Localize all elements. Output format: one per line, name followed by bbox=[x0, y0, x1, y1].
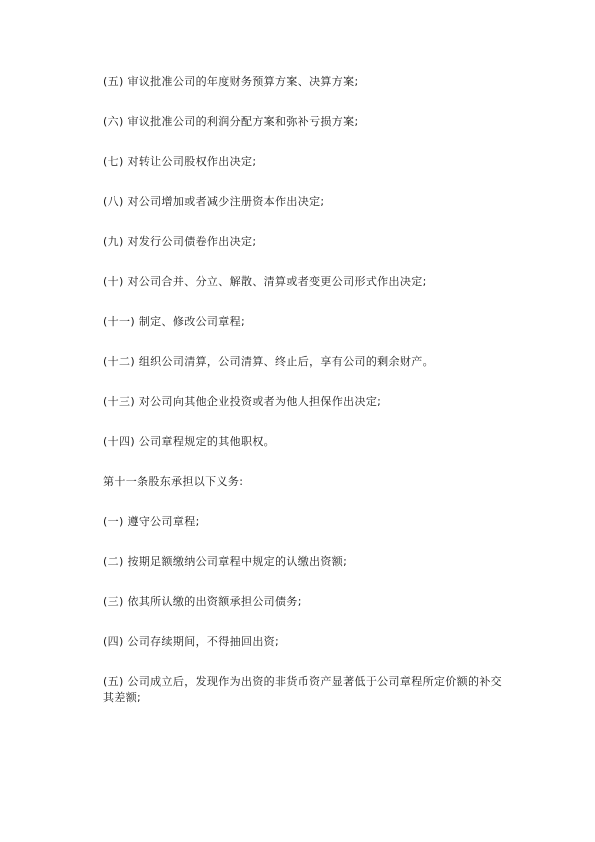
paragraph-duty-8: (八) 对公司增加或者减少注册资本作出决定; bbox=[103, 195, 325, 208]
paragraph-obligation-2: (二) 按期足额缴纳公司章程中规定的认缴出资额; bbox=[103, 555, 348, 568]
paragraph-obligation-4: (四) 公司存续期间，不得抽回出资; bbox=[103, 635, 280, 648]
article-11-heading: 第十一条股东承担以下义务: bbox=[103, 475, 244, 488]
paragraph-duty-10: (十) 对公司合并、分立、解散、清算或者变更公司形式作出决定; bbox=[103, 275, 427, 288]
paragraph-obligation-3: (三) 依其所认缴的出资额承担公司债务; bbox=[103, 595, 302, 608]
paragraph-duty-9: (九) 对发行公司债卷作出决定; bbox=[103, 235, 257, 248]
paragraph-duty-13: (十三) 对公司向其他企业投资或者为他人担保作出决定; bbox=[103, 395, 382, 408]
paragraph-duty-11: (十一) 制定、修改公司章程; bbox=[103, 315, 246, 328]
paragraph-obligation-5: (五) 公司成立后，发现作为出资的非货币资产显著低于公司章程所定价额的补交其差额; bbox=[103, 675, 503, 704]
paragraph-duty-5: (五) 审议批准公司的年度财务预算方案、决算方案; bbox=[103, 75, 359, 88]
paragraph-duty-14: (十四) 公司章程规定的其他职权。 bbox=[103, 435, 276, 448]
paragraph-duty-7: (七) 对转让公司股权作出决定; bbox=[103, 155, 257, 168]
paragraph-obligation-1: (一) 遵守公司章程; bbox=[103, 515, 200, 528]
paragraph-duty-12: (十二) 组织公司清算，公司清算、终止后，享有公司的剩余财产。 bbox=[103, 355, 434, 368]
paragraph-duty-6: (六) 审议批准公司的利润分配方案和弥补亏损方案; bbox=[103, 115, 359, 128]
